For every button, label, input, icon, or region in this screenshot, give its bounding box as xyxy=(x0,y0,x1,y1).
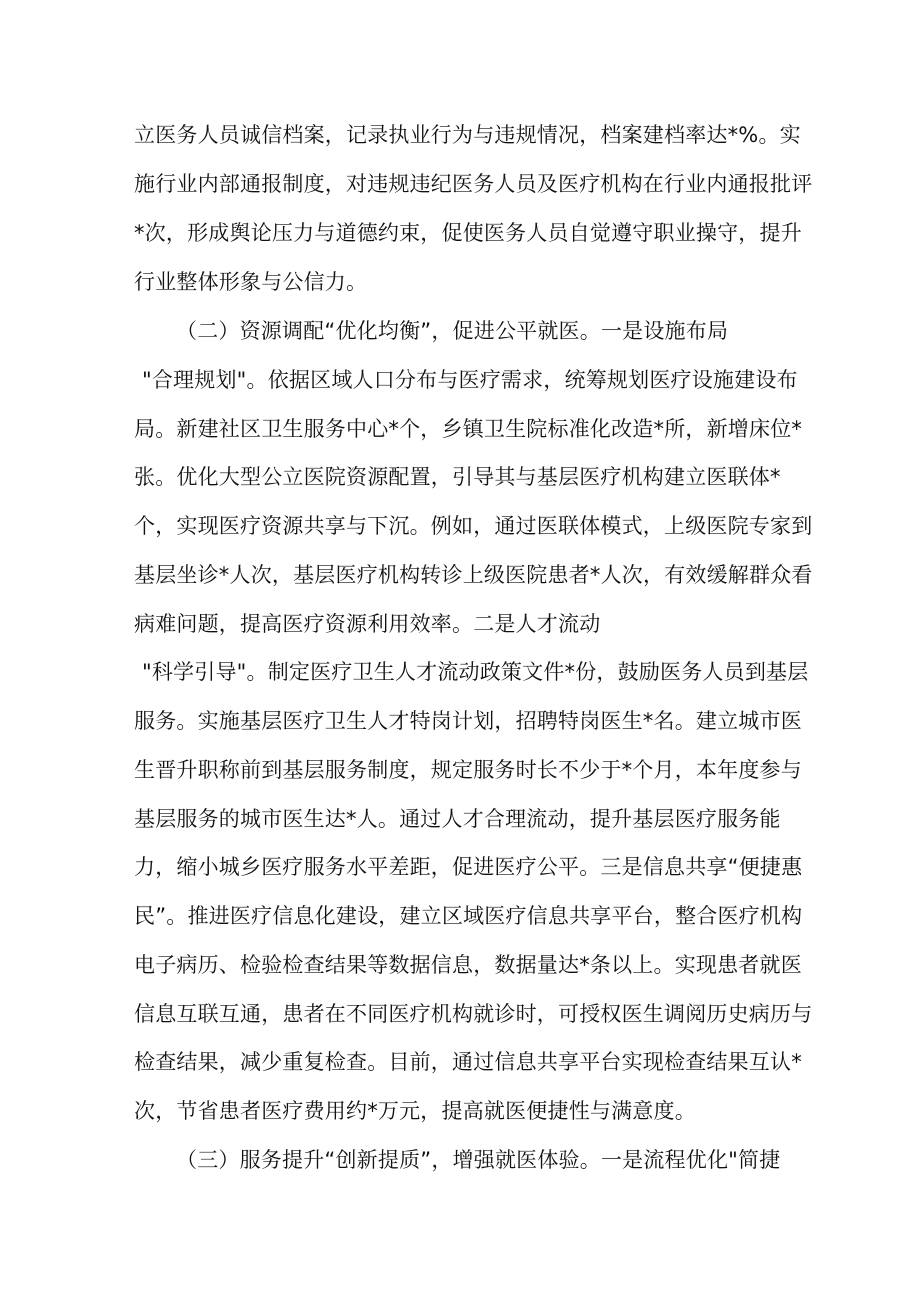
section-heading-line: （三）服务提升“创新提质”，增强就医体验。一是流程优化"简捷 xyxy=(176,1148,781,1172)
body-text-line: 力，缩小城乡医疗服务水平差距，促进医疗公平。三是信息共享“便捷惠 xyxy=(134,855,803,879)
body-text-line: 电子病历、检验检查结果等数据信息，数据量达*条以上。实现患者就医 xyxy=(134,953,802,977)
body-text-line: "科学引导"。制定医疗卫生人才流动政策文件*份，鼓励医务人员到基层 xyxy=(142,660,809,684)
body-text-line: 基层服务的城市医生达*人。通过人才合理流动，提升基层医疗服务能 xyxy=(134,807,781,831)
body-text-line: 生晋升职称前到基层服务制度，规定服务时长不少于*个月，本年度参与 xyxy=(134,758,802,782)
body-text-line: 局。新建社区卫生服务中心*个，乡镇卫生院标准化改造*所，新增床位* xyxy=(134,417,803,441)
body-text-line: 服务。实施基层医疗卫生人才特岗计划，招聘特岗医生*名。建立城市医 xyxy=(134,709,802,733)
body-text-line: *次，形成舆论压力与道德约束，促使医务人员自觉遵守职业操守，提升 xyxy=(134,221,802,245)
section-heading-line: （二）资源调配“优化均衡”，促进公平就医。一是设施布局 xyxy=(176,319,729,343)
body-text-line: 张。优化大型公立医院资源配置，引导其与基层医疗机构建立医联体* xyxy=(134,465,781,489)
body-text-line: 检查结果，减少重复检查。目前，通过信息共享平台实现检查结果互认* xyxy=(134,1050,802,1074)
body-text-line: 信息互联互通，患者在不同医疗机构就诊时，可授权医生调阅历史病历与 xyxy=(134,1002,813,1026)
body-text-line: 民”。推进医疗信息化建设，建立区域医疗信息共享平台，整合医疗机构 xyxy=(134,904,803,928)
body-text-line: 次，节省患者医疗费用约*万元，提高就医便捷性与满意度。 xyxy=(134,1099,696,1123)
body-text-line: 个，实现医疗资源共享与下沉。例如，通过医联体模式，上级医院专家到 xyxy=(134,514,813,538)
body-text-line: 基层坐诊*人次，基层医疗机构转诊上级医院患者*人次，有效缓解群众看 xyxy=(134,563,813,587)
body-text-line: 立医务人员诚信档案，记录执业行为与违规情况，档案建档率达*%。实 xyxy=(134,123,801,147)
body-text-line: 病难问题，提高医疗资源利用效率。二是人才流动 xyxy=(134,612,601,636)
body-text-line: 行业整体形象与公信力。 xyxy=(134,270,368,294)
body-text-line: 施行业内部通报制度，对违规违纪医务人员及医疗机构在行业内通报批评 xyxy=(134,172,813,196)
body-text-line: "合理规划"。依据区域人口分布与医疗需求，统筹规划医疗设施建设布 xyxy=(142,368,798,392)
